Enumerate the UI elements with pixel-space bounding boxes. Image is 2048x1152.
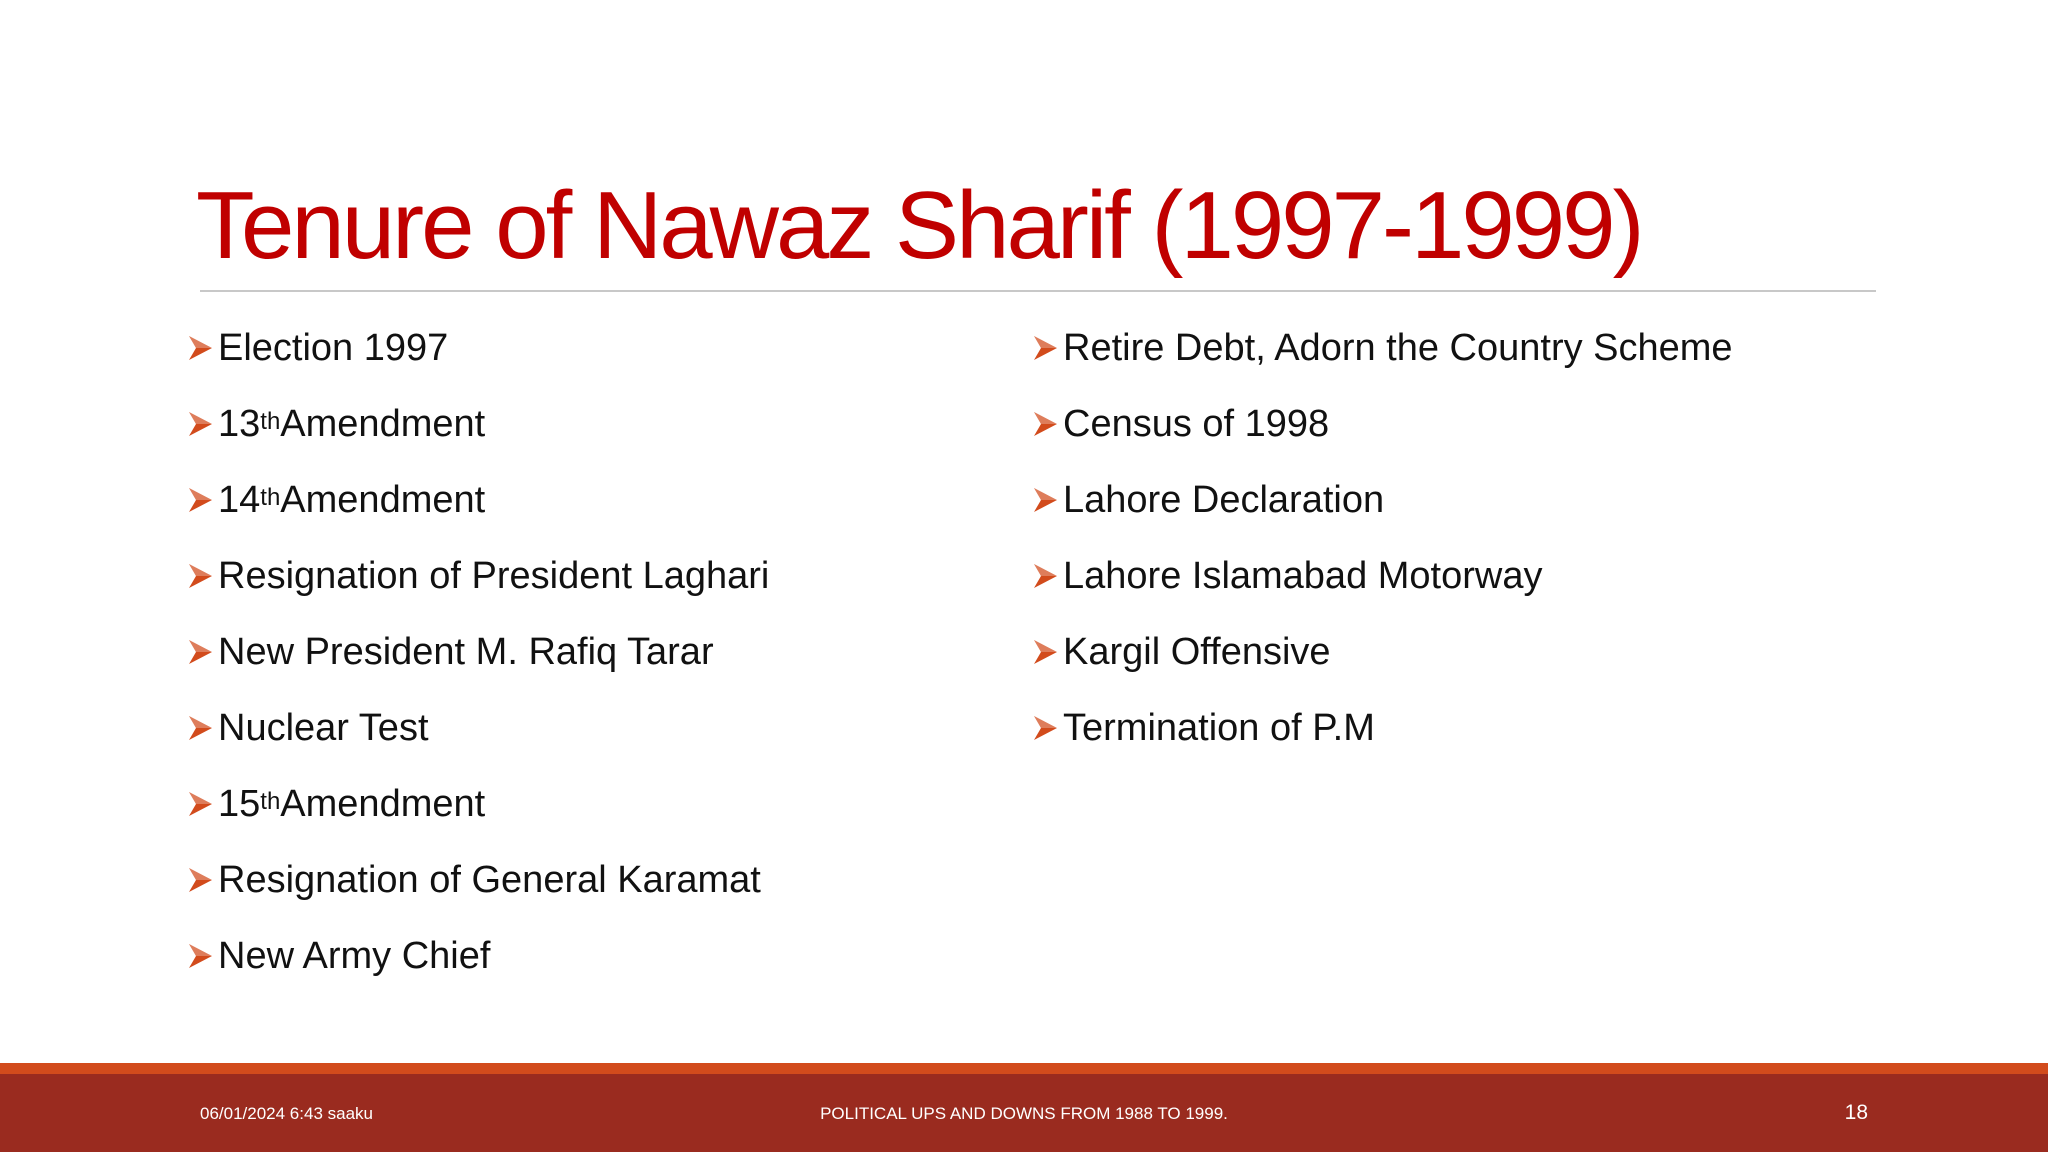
list-item-text: Resignation of President Laghari xyxy=(218,554,770,597)
list-item-text: New Army Chief xyxy=(218,934,491,977)
arrowhead-bullet-icon xyxy=(186,866,216,894)
arrowhead-bullet-icon xyxy=(186,334,216,362)
list-item xyxy=(186,918,769,994)
list-item-text: Termination of P.M xyxy=(1063,706,1375,749)
arrowhead-bullet-icon xyxy=(186,562,216,590)
arrowhead-bullet-icon xyxy=(1031,562,1061,590)
list-item xyxy=(1031,690,1733,766)
list-item xyxy=(186,690,769,766)
arrowhead-bullet-icon xyxy=(186,638,216,666)
list-item xyxy=(186,310,769,386)
list-item xyxy=(1031,462,1733,538)
arrowhead-bullet-icon xyxy=(1031,714,1061,742)
list-item xyxy=(1031,386,1733,462)
arrowhead-bullet-icon xyxy=(186,790,216,818)
footer-date: 06/01/2024 6:43 saaku xyxy=(200,1104,373,1123)
title-divider xyxy=(200,290,1876,292)
arrowhead-bullet-icon xyxy=(1031,334,1061,362)
list-item-text: Census of 1998 xyxy=(1063,402,1330,445)
list-item-text: 15 xyxy=(218,782,261,825)
list-item-text-rest: Amendment xyxy=(280,782,486,825)
list-item: 15 $^{th}$ Amendment xyxy=(186,766,769,842)
footer-accent-stripe xyxy=(0,1063,2048,1074)
list-item-text: 14 xyxy=(218,478,261,521)
slide-number: 18 xyxy=(1844,1101,1868,1124)
list-item-text: Resignation of General Karamat xyxy=(218,858,761,901)
right-bullet-list xyxy=(1031,310,1733,766)
arrowhead-bullet-icon xyxy=(186,942,216,970)
list-item-text: Lahore Islamabad Motorway xyxy=(1063,554,1543,597)
footer-title: POLITICAL UPS AND DOWNS FROM 1988 TO 1999. xyxy=(820,1104,1228,1123)
list-item-text: Election 1997 xyxy=(218,326,449,369)
left-bullet-list xyxy=(186,310,769,994)
list-item-text-rest: Amendment xyxy=(280,478,486,521)
list-item-text: Kargil Offensive xyxy=(1063,630,1331,673)
list-item xyxy=(186,538,769,614)
list-item-text: Nuclear Test xyxy=(218,706,429,749)
slide-title: Tenure of Nawaz Sharif (1997-1999) xyxy=(196,172,1642,279)
list-item-text: Lahore Declaration xyxy=(1063,478,1385,521)
arrowhead-bullet-icon xyxy=(1031,410,1061,438)
arrowhead-bullet-icon xyxy=(186,410,216,438)
list-item: 14 $^{th}$ Amendment xyxy=(186,462,769,538)
list-item-text: 13 xyxy=(218,402,261,445)
list-item xyxy=(186,842,769,918)
arrowhead-bullet-icon xyxy=(186,714,216,742)
list-item-text: New President M. Rafiq Tarar xyxy=(218,630,714,673)
list-item: 13 $^{th}$ Amendment xyxy=(186,386,769,462)
slide-footer xyxy=(0,1074,2048,1152)
arrowhead-bullet-icon xyxy=(1031,486,1061,514)
list-item xyxy=(1031,614,1733,690)
list-item-text-rest: Amendment xyxy=(280,402,486,445)
list-item xyxy=(1031,538,1733,614)
list-item xyxy=(186,614,769,690)
arrowhead-bullet-icon xyxy=(1031,638,1061,666)
arrowhead-bullet-icon xyxy=(186,486,216,514)
list-item-text: Retire Debt, Adorn the Country Scheme xyxy=(1063,326,1733,369)
list-item xyxy=(1031,310,1733,386)
